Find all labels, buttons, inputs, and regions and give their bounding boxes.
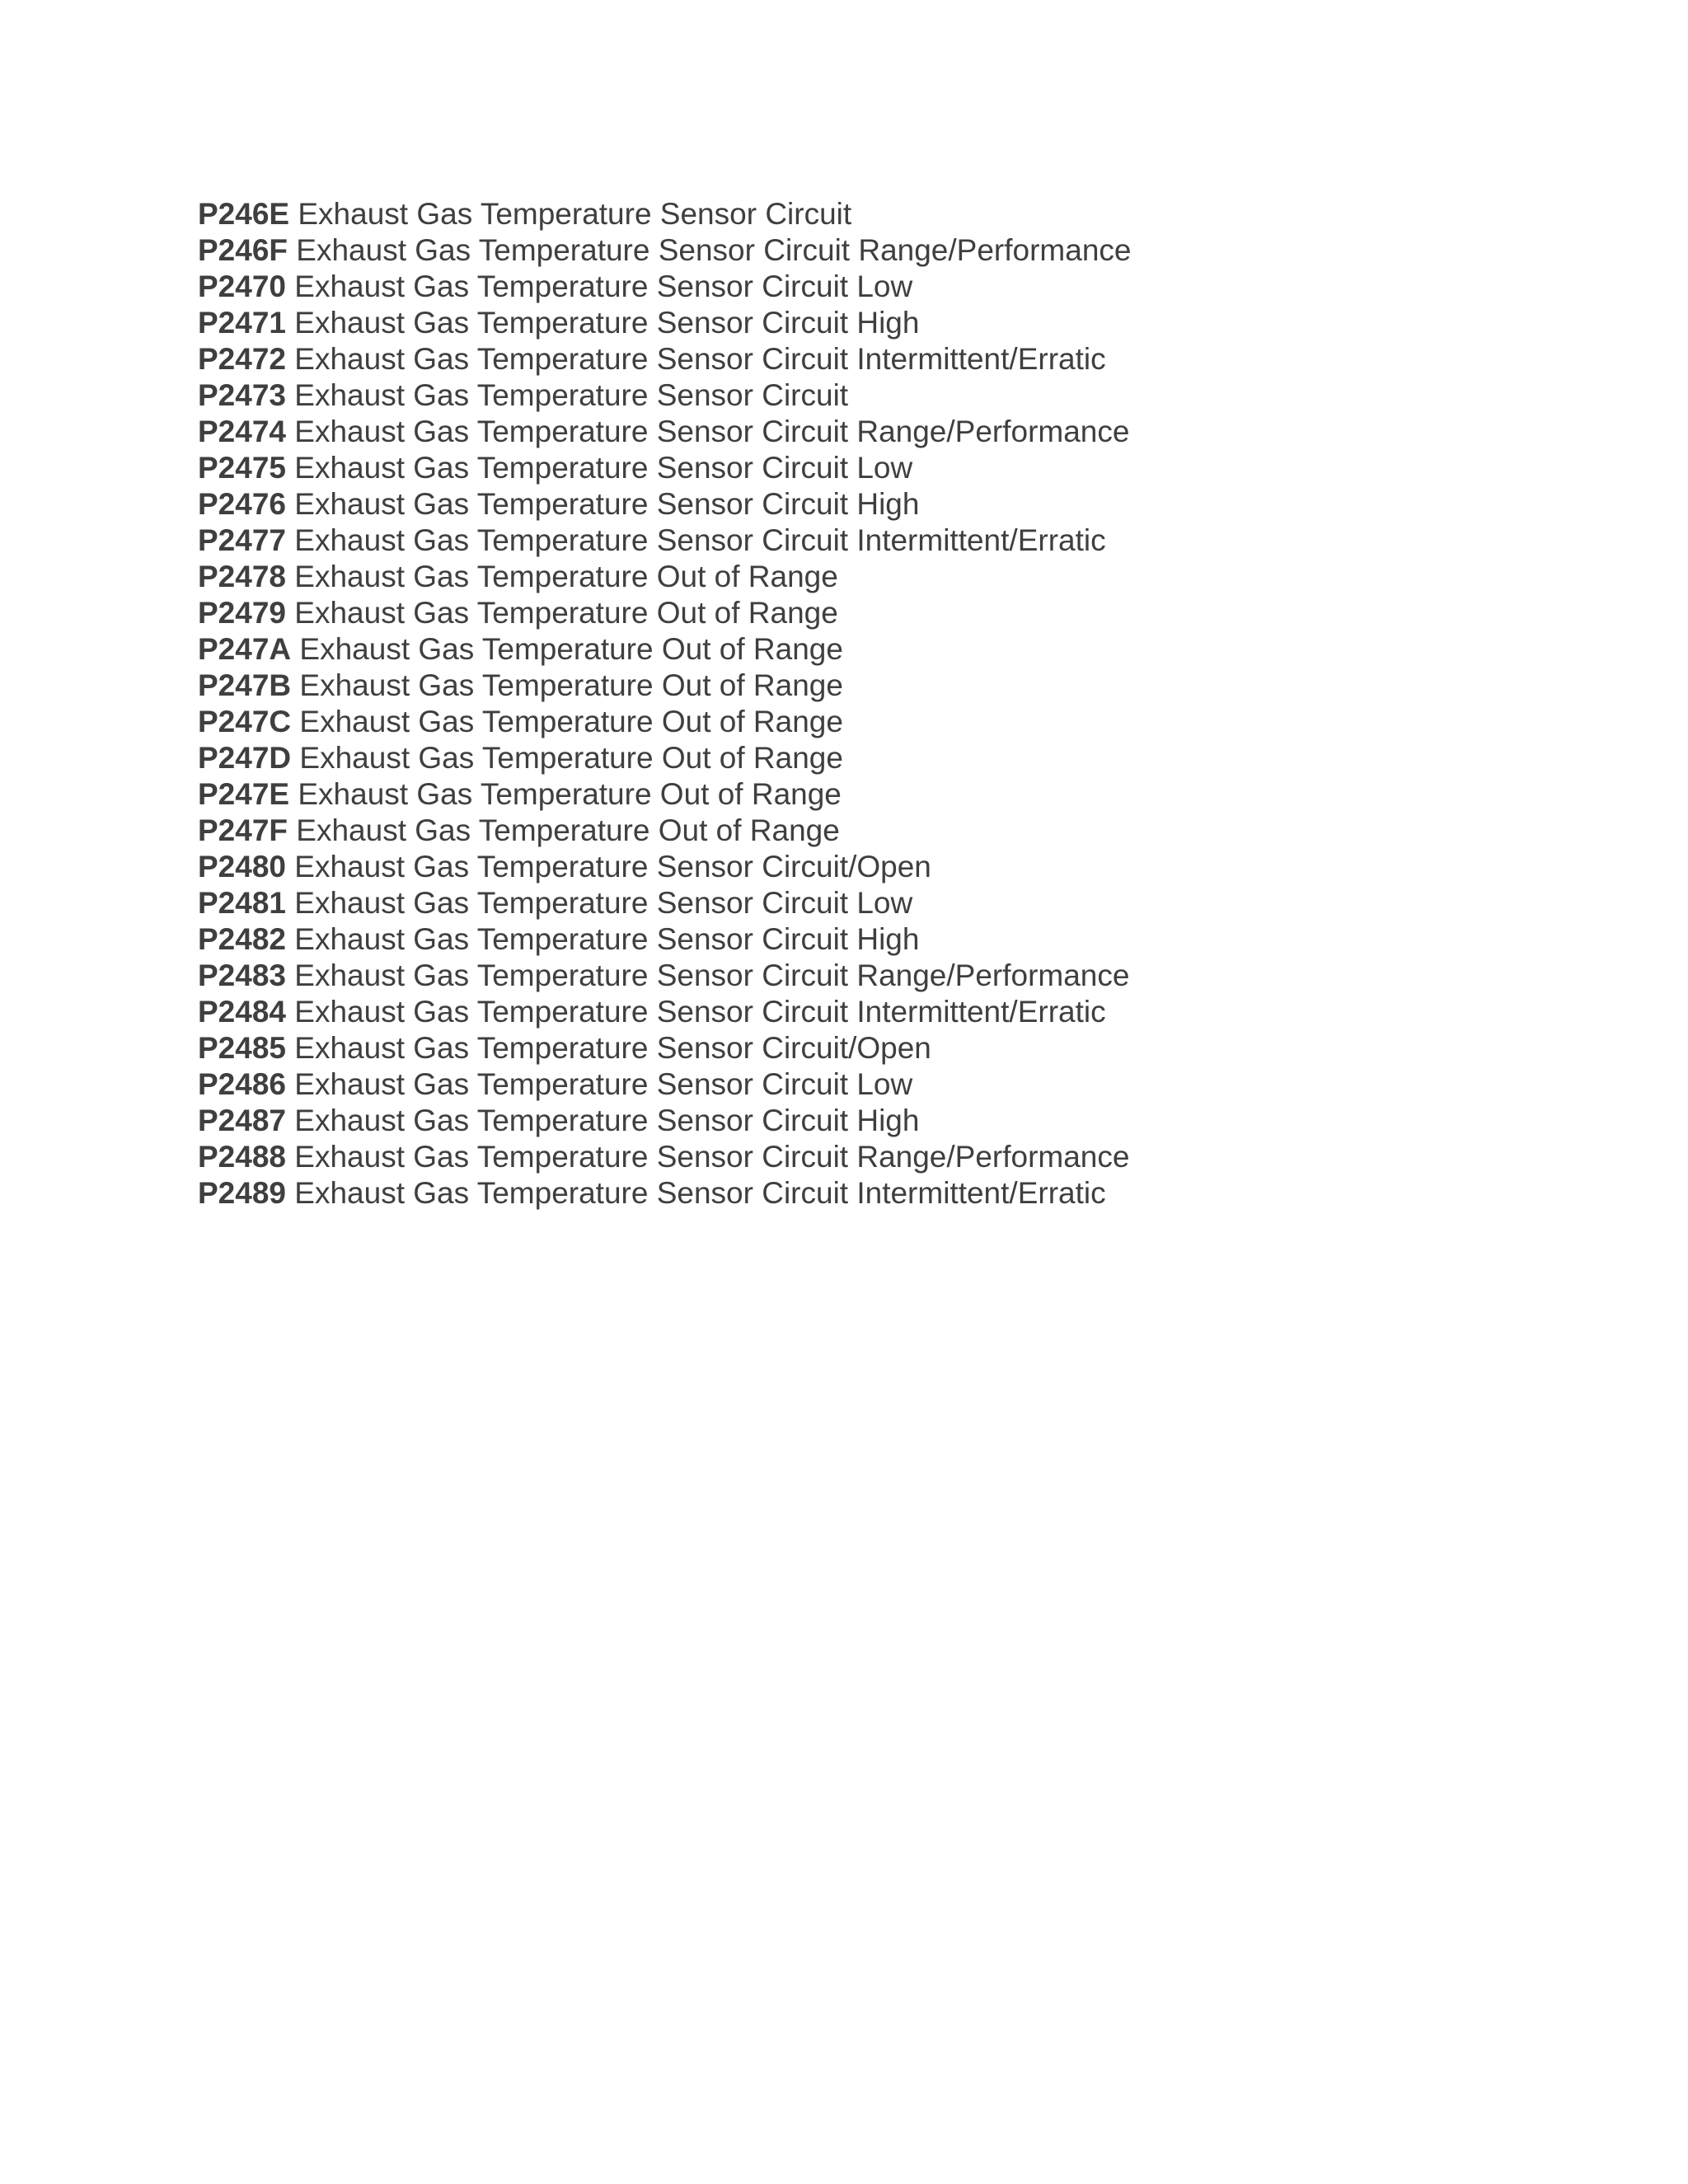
dtc-description: Exhaust Gas Temperature Sensor Circuit Range/Performance — [294, 415, 1130, 448]
dtc-code: P2475 — [198, 451, 286, 485]
dtc-code: P2487 — [198, 1104, 286, 1137]
dtc-description: Exhaust Gas Temperature Sensor Circuit Range/Performance — [294, 958, 1130, 992]
dtc-code: P246F — [198, 233, 288, 267]
list-item — [198, 994, 1131, 1030]
dtc-description: Exhaust Gas Temperature Sensor Circuit Low — [294, 269, 913, 303]
dtc-description: Exhaust Gas Temperature Out of Range — [294, 596, 838, 630]
dtc-code: P2476 — [198, 487, 286, 521]
dtc-description: Exhaust Gas Temperature Sensor Circuit Low — [294, 1067, 913, 1101]
list-item — [198, 1066, 1131, 1103]
dtc-code: P2477 — [198, 523, 286, 557]
dtc-code: P2485 — [198, 1031, 286, 1065]
dtc-description: Exhaust Gas Temperature Sensor Circuit Low — [294, 451, 913, 485]
list-item — [198, 1139, 1131, 1175]
dtc-code: P247B — [198, 668, 292, 702]
list-item — [198, 921, 1131, 958]
dtc-code: P2479 — [198, 596, 286, 630]
dtc-description: Exhaust Gas Temperature Out of Range — [296, 813, 840, 847]
dtc-code: P247D — [198, 741, 292, 775]
dtc-code: P2470 — [198, 269, 286, 303]
dtc-code: P2471 — [198, 306, 286, 340]
dtc-description: Exhaust Gas Temperature Out of Range — [299, 632, 843, 666]
list-item — [198, 196, 1131, 232]
dtc-code: P247C — [198, 705, 292, 738]
list-item — [198, 450, 1131, 486]
list-item — [198, 958, 1131, 994]
dtc-description: Exhaust Gas Temperature Sensor Circuit/Open — [294, 850, 931, 883]
list-item — [198, 305, 1131, 341]
list-item — [198, 559, 1131, 595]
dtc-description: Exhaust Gas Temperature Sensor Circuit Intermittent/Erratic — [294, 995, 1106, 1029]
dtc-code: P2473 — [198, 378, 286, 412]
dtc-description: Exhaust Gas Temperature Sensor Circuit — [298, 197, 852, 231]
list-item — [198, 1030, 1131, 1066]
dtc-description: Exhaust Gas Temperature Out of Range — [294, 560, 838, 593]
dtc-code: P2481 — [198, 886, 286, 920]
dtc-description: Exhaust Gas Temperature Sensor Circuit Intermittent/Erratic — [294, 342, 1106, 376]
list-item — [198, 486, 1131, 523]
list-item — [198, 668, 1131, 704]
dtc-description: Exhaust Gas Temperature Sensor Circuit Range/Performance — [296, 233, 1132, 267]
list-item — [198, 885, 1131, 921]
list-item — [198, 1175, 1131, 1212]
list-item — [198, 595, 1131, 631]
dtc-code: P246E — [198, 197, 290, 231]
dtc-description: Exhaust Gas Temperature Sensor Circuit High — [294, 306, 920, 340]
dtc-description: Exhaust Gas Temperature Sensor Circuit Intermittent/Erratic — [294, 1176, 1106, 1210]
dtc-code: P247E — [198, 777, 290, 811]
list-item — [198, 232, 1131, 269]
dtc-description: Exhaust Gas Temperature Sensor Circuit Range/Performance — [294, 1140, 1130, 1174]
dtc-description: Exhaust Gas Temperature Out of Range — [299, 705, 843, 738]
list-item — [198, 269, 1131, 305]
list-item — [198, 813, 1131, 849]
dtc-description: Exhaust Gas Temperature Out of Range — [299, 668, 843, 702]
list-item — [198, 341, 1131, 377]
dtc-description: Exhaust Gas Temperature Sensor Circuit/Open — [294, 1031, 931, 1065]
dtc-code: P2484 — [198, 995, 286, 1029]
dtc-code: P247A — [198, 632, 292, 666]
dtc-code: P2472 — [198, 342, 286, 376]
dtc-code-list — [198, 196, 1131, 1212]
list-item — [198, 704, 1131, 740]
dtc-description: Exhaust Gas Temperature Sensor Circuit High — [294, 1104, 920, 1137]
dtc-description: Exhaust Gas Temperature Sensor Circuit — [294, 378, 849, 412]
dtc-code: P2480 — [198, 850, 286, 883]
list-item — [198, 377, 1131, 414]
dtc-description: Exhaust Gas Temperature Sensor Circuit Intermittent/Erratic — [294, 523, 1106, 557]
dtc-description: Exhaust Gas Temperature Out of Range — [298, 777, 842, 811]
dtc-code: P247F — [198, 813, 288, 847]
list-item — [198, 740, 1131, 776]
dtc-code: P2478 — [198, 560, 286, 593]
dtc-code: P2486 — [198, 1067, 286, 1101]
list-item — [198, 776, 1131, 813]
dtc-description: Exhaust Gas Temperature Sensor Circuit High — [294, 487, 920, 521]
list-item — [198, 849, 1131, 885]
dtc-description: Exhaust Gas Temperature Sensor Circuit High — [294, 922, 920, 956]
list-item — [198, 414, 1131, 450]
list-item — [198, 523, 1131, 559]
dtc-code: P2474 — [198, 415, 286, 448]
dtc-code: P2488 — [198, 1140, 286, 1174]
dtc-description: Exhaust Gas Temperature Out of Range — [299, 741, 843, 775]
dtc-code: P2489 — [198, 1176, 286, 1210]
dtc-description: Exhaust Gas Temperature Sensor Circuit Low — [294, 886, 913, 920]
dtc-code: P2482 — [198, 922, 286, 956]
list-item — [198, 631, 1131, 668]
dtc-code: P2483 — [198, 958, 286, 992]
list-item — [198, 1103, 1131, 1139]
